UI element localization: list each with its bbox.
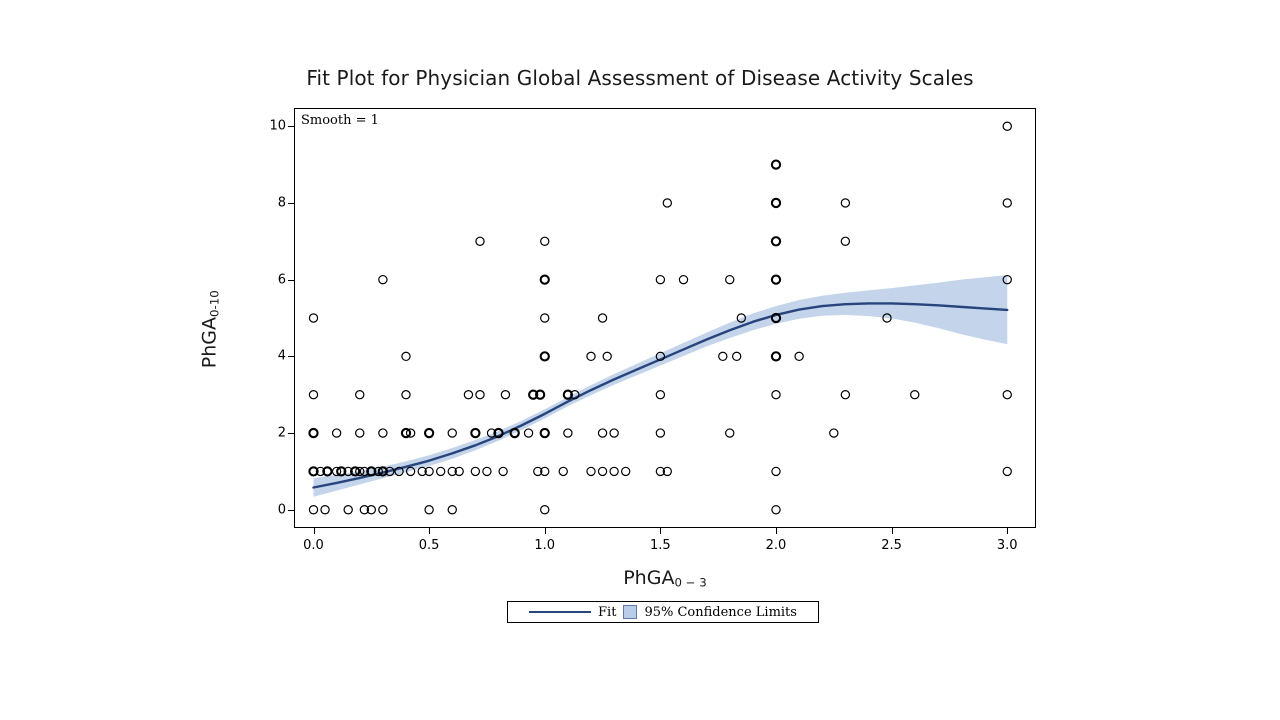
y-axis-title-main: PhGA (198, 317, 221, 369)
y-axis-tick-mark (288, 356, 294, 357)
x-axis-tick-label: 2.5 (881, 538, 902, 553)
scatter-point (541, 352, 549, 360)
scatter-point (471, 467, 479, 475)
scatter-point (379, 429, 387, 437)
scatter-point (911, 391, 919, 399)
scatter-point (587, 467, 595, 475)
legend-fit-line-swatch (529, 611, 591, 613)
scatter-point (726, 276, 734, 284)
scatter-point (344, 506, 352, 514)
scatter-point (333, 429, 341, 437)
y-axis-tick-label: 6 (277, 272, 286, 288)
y-axis-tick-mark (288, 203, 294, 204)
legend-confidence-label: 95% Confidence Limits (644, 604, 797, 620)
chart-legend (507, 601, 819, 623)
scatter-point (772, 237, 780, 245)
scatter-point (603, 352, 611, 360)
scatter-point (448, 429, 456, 437)
scatter-point (679, 276, 687, 284)
scatter-point (663, 199, 671, 207)
x-axis-tick-label: 2.0 (765, 538, 787, 553)
scatter-point (772, 161, 780, 169)
scatter-point (499, 467, 507, 475)
x-axis-tick-label: 0.0 (303, 538, 324, 553)
scatter-point (379, 506, 387, 514)
scatter-point (483, 467, 491, 475)
scatter-point (541, 276, 549, 284)
x-axis-tick-mark (776, 528, 777, 534)
scatter-point (309, 506, 317, 514)
scatter-point (309, 391, 317, 399)
x-axis-tick-mark (545, 528, 546, 534)
legend-confidence-swatch (623, 605, 637, 619)
plot-svg (295, 109, 1035, 527)
scatter-point (541, 429, 549, 437)
scatter-point (598, 314, 606, 322)
scatter-point (610, 429, 618, 437)
scatter-point (622, 467, 630, 475)
scatter-point (402, 352, 410, 360)
scatter-point (356, 391, 364, 399)
scatter-point (772, 352, 780, 360)
scatter-point (501, 391, 509, 399)
scatter-point (425, 506, 433, 514)
scatter-point (726, 429, 734, 437)
scatter-point (464, 391, 472, 399)
scatter-point (841, 199, 849, 207)
y-axis-tick-label: 8 (277, 195, 286, 211)
scatter-point (379, 276, 387, 284)
y-axis-tick-mark (288, 510, 294, 511)
scatter-point (559, 467, 567, 475)
scatter-point (1003, 122, 1011, 130)
scatter-point (1003, 391, 1011, 399)
scatter-point (425, 429, 433, 437)
x-axis-tick-mark (660, 528, 661, 534)
y-axis-tick-mark (288, 126, 294, 127)
x-axis-title-main: PhGA (623, 567, 675, 589)
x-axis-tick-label: 0.5 (418, 538, 440, 553)
legend-fit-label: Fit (598, 604, 617, 620)
scatter-point (772, 467, 780, 475)
scatter-point (471, 429, 479, 437)
x-axis-tick-label: 3.0 (996, 538, 1018, 553)
x-axis-tick-mark (429, 528, 430, 534)
scatter-point (772, 276, 780, 284)
scatter-point (772, 506, 780, 514)
scatter-point (733, 352, 741, 360)
y-axis-tick-label: 0 (277, 502, 286, 518)
x-axis-title-sub: 0 − 3 (674, 575, 707, 590)
x-axis-tick-mark (314, 528, 315, 534)
y-axis-title-sub: 0-10 (207, 290, 222, 318)
x-axis-title (294, 567, 1036, 590)
scatter-point (309, 314, 317, 322)
scatter-point (402, 391, 410, 399)
scatter-point (321, 506, 329, 514)
scatter-point (598, 429, 606, 437)
scatter-point (437, 467, 445, 475)
scatter-point (587, 352, 595, 360)
scatter-point (841, 237, 849, 245)
scatter-point (541, 314, 549, 322)
scatter-point (476, 237, 484, 245)
scatter-point (1003, 467, 1011, 475)
y-axis-tick-mark (288, 433, 294, 434)
scatter-point (656, 391, 664, 399)
scatter-point (1003, 199, 1011, 207)
scatter-point (541, 237, 549, 245)
scatter-point (448, 506, 456, 514)
scatter-point (309, 429, 317, 437)
scatter-point (610, 467, 618, 475)
smooth-annotation: Smooth = 1 (301, 113, 379, 128)
x-axis-tick-mark (1007, 528, 1008, 534)
scatter-point (598, 467, 606, 475)
scatter-point (719, 352, 727, 360)
scatter-point (772, 391, 780, 399)
scatter-point (356, 429, 364, 437)
y-axis-tick-label: 4 (277, 348, 286, 364)
scatter-point (524, 429, 532, 437)
y-axis-title (199, 290, 222, 368)
scatter-point (772, 199, 780, 207)
scatter-point (564, 429, 572, 437)
page-title: Fit Plot for Physician Global Assessment of Disease Activity Scales (306, 66, 974, 90)
x-axis-tick-mark (892, 528, 893, 534)
y-axis-tick-label: 2 (277, 425, 286, 441)
x-axis-tick-label: 1.5 (650, 538, 671, 553)
scatter-point (656, 429, 664, 437)
scatter-point (476, 391, 484, 399)
scatter-point (656, 276, 664, 284)
scatter-point (541, 506, 549, 514)
x-axis-tick-label: 1.0 (534, 538, 556, 553)
scatter-point (830, 429, 838, 437)
y-axis-tick-mark (288, 280, 294, 281)
scatter-point (795, 352, 803, 360)
scatter-point (841, 391, 849, 399)
plot-area (294, 108, 1036, 528)
y-axis-tick-label: 10 (269, 118, 286, 134)
